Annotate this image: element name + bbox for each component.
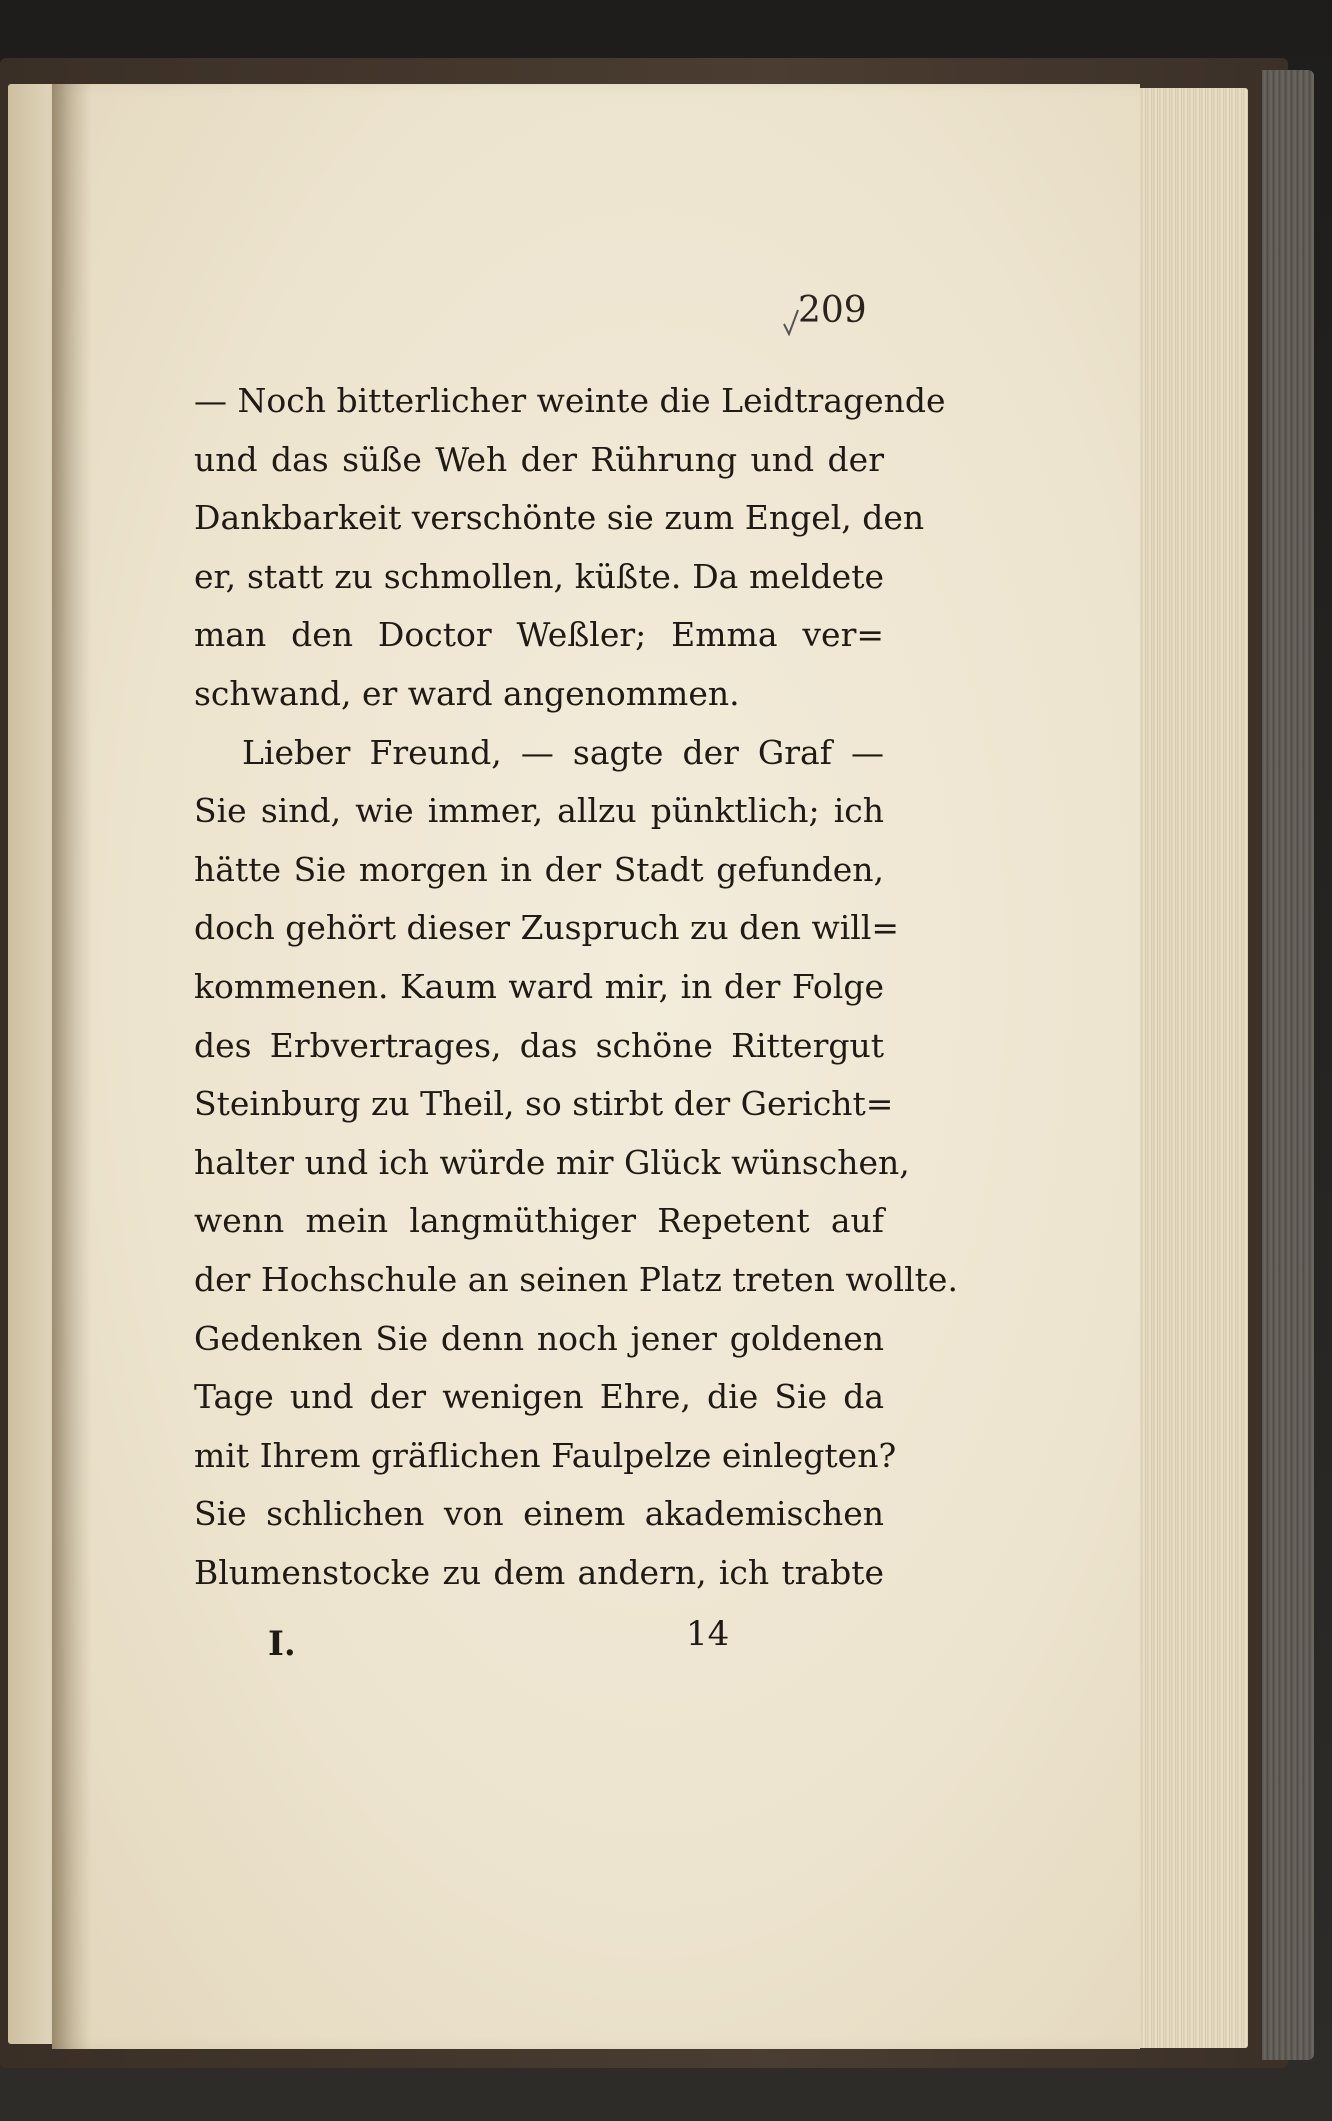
text-line: er, statt zu schmollen, küßte. Da meldete: [194, 556, 884, 596]
text-line: halter und ich würde mir Glück wünschen,: [194, 1142, 910, 1182]
text-line: schwand, er ward angenommen.: [194, 673, 740, 713]
text-line: und das süße Weh der Rührung und der: [194, 439, 884, 479]
text-line: Dankbarkeit verschönte sie zum Engel, den: [194, 498, 925, 538]
text-line: man den Doctor Weßler; Emma ver=: [194, 615, 884, 655]
text-line: kommenen. Kaum ward mir, in der Folge: [194, 966, 884, 1006]
text-line: doch gehört dieser Zuspruch zu den will=: [194, 908, 900, 948]
text-line: wenn mein langmüthiger Repetent auf: [194, 1201, 884, 1241]
text-line: Sie sind, wie immer, allzu pünktlich; ich: [194, 791, 884, 831]
text-line: — Noch bitterlicher weinte die Leidtragende: [194, 381, 946, 420]
body-text: [194, 372, 958, 1602]
text-line: des Erbvertrages, das schöne Rittergut: [194, 1025, 884, 1065]
sheet-number: 14: [686, 1614, 730, 1654]
text-line: Steinburg zu Theil, so stirbt der Gericht=: [194, 1084, 894, 1124]
text-line: Lieber Freund, — sagte der Graf —: [242, 732, 884, 772]
text-line: Blumenstocke zu dem andern, ich trabte: [194, 1552, 884, 1592]
text-line: mit Ihrem gräflichen Faulpelze einlegten?: [194, 1435, 897, 1475]
page-number: 209: [798, 290, 867, 331]
text-line: Tage und der wenigen Ehre, die Sie da: [194, 1377, 884, 1417]
text-line: Gedenken Sie denn noch jener goldenen: [194, 1318, 884, 1358]
text-line: der Hochschule an seinen Platz treten wollte.: [194, 1259, 958, 1299]
signature-mark: I.: [268, 1624, 296, 1664]
text-line: hätte Sie morgen in der Stadt gefunden,: [194, 849, 884, 889]
text-line: Sie schlichen von einem akademischen: [194, 1494, 884, 1534]
page-stack: [1128, 88, 1248, 2048]
cover-edge: [1262, 70, 1314, 2060]
gutter-shadow: [52, 84, 92, 2049]
